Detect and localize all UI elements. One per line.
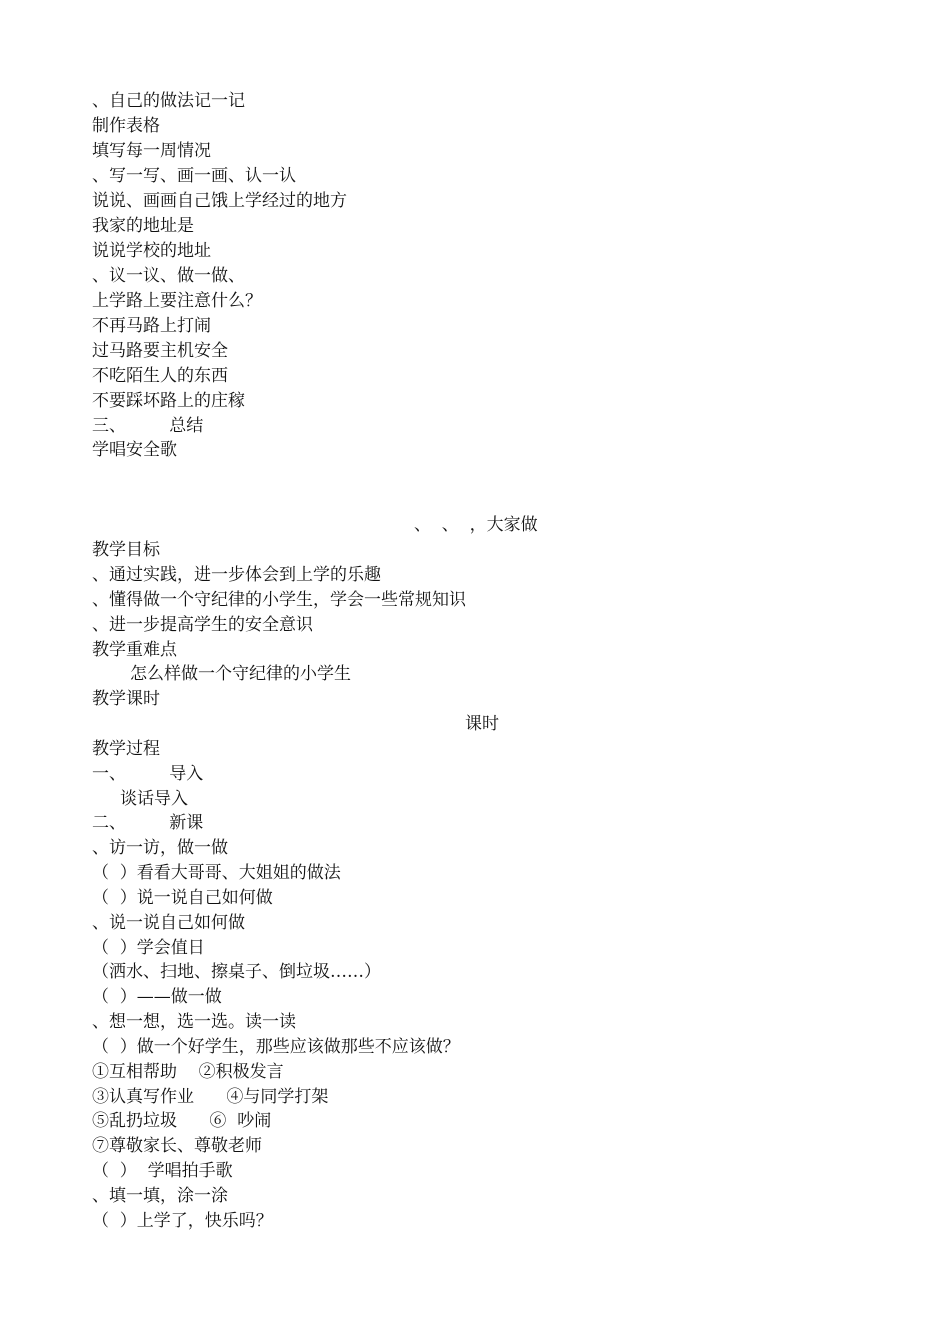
text-line: 、访一访，做一做 [92,838,228,858]
text-line: 不再马路上打闹 [92,316,211,336]
text-line: 不要踩坏路上的庄稼 [92,391,245,411]
text-line: 、通过实践，进一步体会到上学的乐趣 [92,565,381,585]
text-line: （ ）上学了，快乐吗？ [92,1211,273,1231]
text-line: 过马路要主机安全 [92,341,228,361]
section-heading: 三、 总结 [92,416,204,436]
lesson-title: 、 、 ，大家做 [414,515,538,535]
text-line: 说说、画画自己饿上学经过的地方 [92,191,347,211]
text-line: ⑦尊敬家长、尊敬老师 [92,1136,262,1156]
text-line: 、进一步提高学生的安全意识 [92,615,313,635]
text-line: （ ） 学唱拍手歌 [92,1161,233,1181]
text-line: 不吃陌生人的东西 [92,366,228,386]
text-line: （ ）说一说自己如何做 [92,888,273,908]
text-line: 、说一说自己如何做 [92,913,245,933]
text-line: 学唱安全歌 [92,440,177,460]
text-line: （ ）——做一做 [92,987,222,1007]
section-heading: 教学过程 [92,739,160,759]
text-line: 怎么样做一个守纪律的小学生 [130,664,351,684]
section-heading: 一、 导入 [92,764,204,784]
text-line: 课时 [465,714,499,734]
text-line: （ ）学会值日 [92,938,205,958]
text-line: 说说学校的地址 [92,241,211,261]
text-line: （洒水、扫地、擦桌子、倒垃圾……） [92,962,381,982]
text-line: （ ）看看大哥哥、大姐姐的做法 [92,863,341,883]
text-line: ③认真写作业 ④与同学打架 [92,1087,329,1107]
text-line: 、自己的做法记一记 [92,91,245,111]
text-line: 填写每一周情况 [92,141,211,161]
text-line: 、议一议、做一做、 [92,266,245,286]
text-line: 谈话导入 [120,789,188,809]
text-line: （ ）做一个好学生，那些应该做那些不应该做？ [92,1037,460,1057]
text-line: ①互相帮助 ②积极发言 [92,1062,284,1082]
section-heading: 教学重难点 [92,640,177,660]
text-line: 制作表格 [92,116,160,136]
text-line: 、写一写、画一画、认一认 [92,166,296,186]
text-line: 、填一填，涂一涂 [92,1186,228,1206]
text-line: 、想一想，选一选。读一读 [92,1012,296,1032]
text-line: 我家的地址是 [92,216,194,236]
text-line: 上学路上要注意什么？ [92,291,262,311]
text-line: 、懂得做一个守纪律的小学生，学会一些常规知识 [92,590,466,610]
section-heading: 教学目标 [92,540,160,560]
section-heading: 二、 新课 [92,813,204,833]
section-heading: 教学课时 [92,689,160,709]
text-line: ⑤乱扔垃圾 ⑥ 吵闹 [92,1111,272,1131]
